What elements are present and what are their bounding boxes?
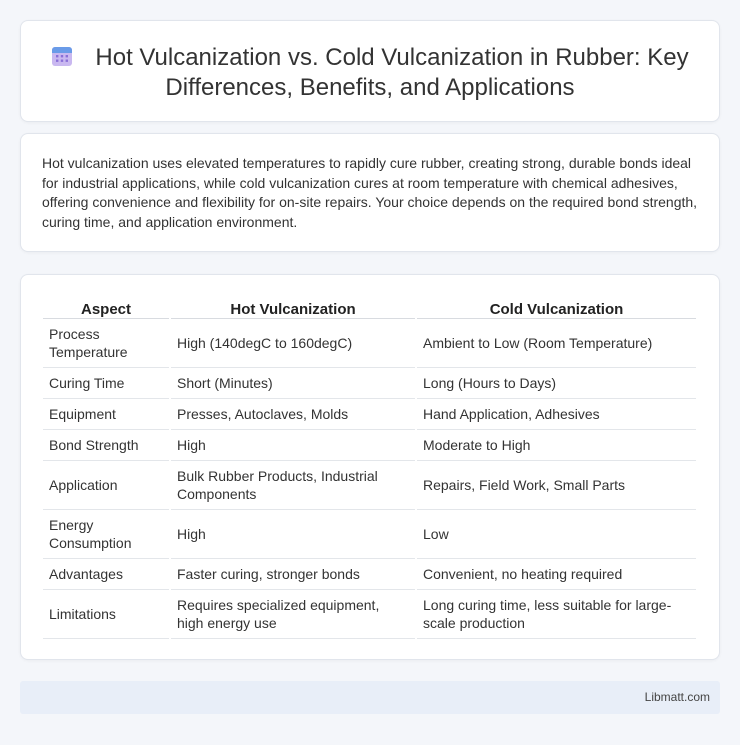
table-row: [43, 559, 696, 590]
cell-cold: Ambient to Low (Room Temperature): [417, 319, 696, 368]
cell-hot: High: [171, 510, 415, 559]
table-row: [43, 510, 696, 559]
cell-aspect: Limitations: [43, 590, 169, 639]
cell-cold: Low: [417, 510, 696, 559]
intro-paragraph: Hot vulcanization uses elevated temperatures to rapidly cure rubber, creating strong, durable bonds ideal for industrial applications, while cold vulcanization cures at room temperature with chemical adhesives, offering convenience and flexibility for on-site repairs. Your choice depends on the required bond strength, curing time, and application environment.: [42, 155, 698, 230]
cell-aspect: Energy Consumption: [43, 510, 169, 559]
cell-hot: Bulk Rubber Products, Industrial Components: [171, 461, 415, 510]
cell-cold: Hand Application, Adhesives: [417, 399, 696, 430]
cell-hot: Presses, Autoclaves, Molds: [171, 399, 415, 430]
page-title-container: [21, 43, 719, 103]
calendar-icon: [51, 45, 73, 67]
table-row: [43, 368, 696, 399]
table-header-row: [43, 295, 696, 319]
table-row: [43, 461, 696, 510]
title-card: [20, 20, 720, 122]
cell-aspect: Process Temperature: [43, 319, 169, 368]
cell-hot: High: [171, 430, 415, 461]
cell-aspect: Bond Strength: [43, 430, 169, 461]
table-row: [43, 430, 696, 461]
cell-aspect: Equipment: [43, 399, 169, 430]
cell-hot: Short (Minutes): [171, 368, 415, 399]
intro-card: [20, 133, 720, 252]
table-row: [43, 399, 696, 430]
cell-cold: Long curing time, less suitable for large-scale production: [417, 590, 696, 639]
cell-hot: High (140degC to 160degC): [171, 319, 415, 368]
cell-cold: Repairs, Field Work, Small Parts: [417, 461, 696, 510]
cell-aspect: Curing Time: [43, 368, 169, 399]
cell-cold: Convenient, no heating required: [417, 559, 696, 590]
table-row: [43, 590, 696, 639]
cell-cold: Long (Hours to Days): [417, 368, 696, 399]
cell-hot: Faster curing, stronger bonds: [171, 559, 415, 590]
header-hot: Hot Vulcanization: [171, 295, 415, 319]
footer-brand[interactable]: Libmatt.com: [644, 690, 710, 704]
header-aspect: Aspect: [43, 295, 169, 319]
cell-aspect: Advantages: [43, 559, 169, 590]
footer-bar: [20, 681, 720, 714]
header-cold: Cold Vulcanization: [417, 295, 696, 319]
page-title: Hot Vulcanization vs. Cold Vulcanization in Rubber: Key Differences, Benefits, and Applications: [95, 44, 689, 101]
cell-cold: Moderate to High: [417, 430, 696, 461]
table-row: [43, 319, 696, 368]
comparison-card: [20, 274, 720, 660]
cell-aspect: Application: [43, 461, 169, 510]
cell-hot: Requires specialized equipment, high energy use: [171, 590, 415, 639]
comparison-table: [41, 295, 698, 639]
